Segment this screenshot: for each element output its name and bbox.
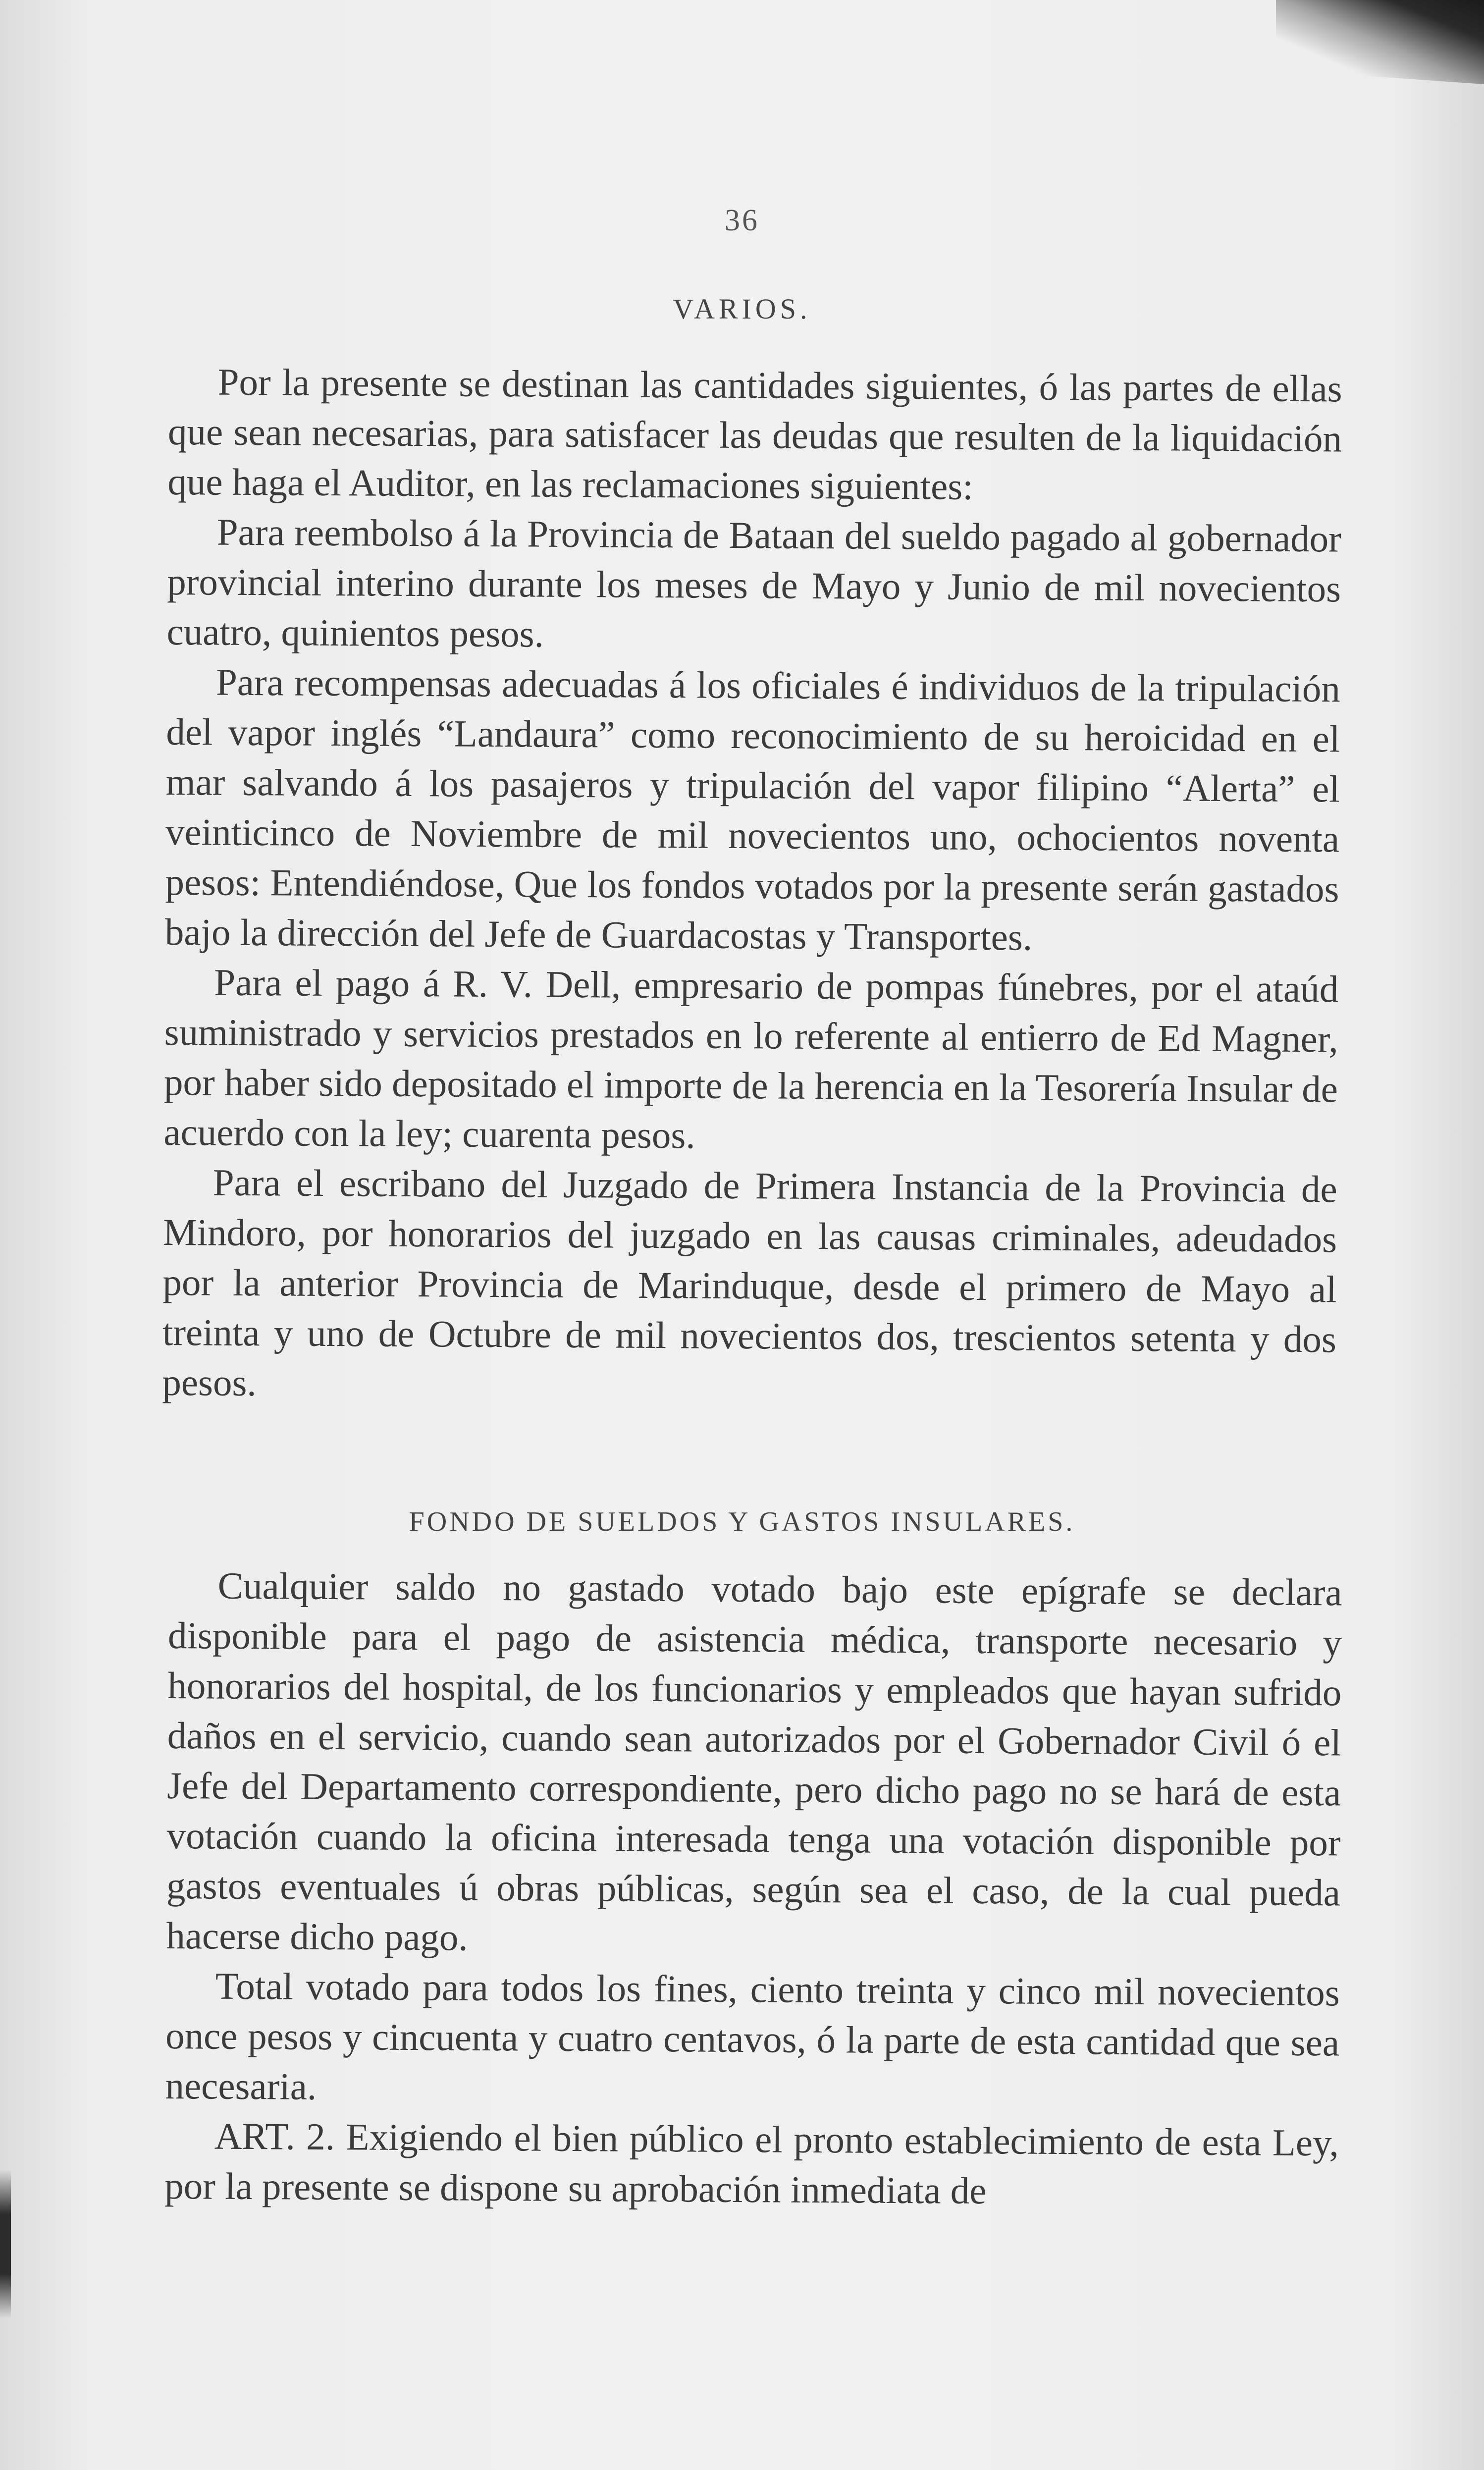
paragraph: Por la presente se destinan las cantidades siguientes, ó las partes de ellas que sean necesarias, para satisfacer las deudas que resulten de la liquidación que haga el Auditor, en las reclamaciones siguientes: — [167, 360, 1342, 508]
paragraph: Para el escribano del Juzgado de Primera Instancia de la Provincia de Mindoro, por honorarios del juzgado en las causas criminales, adeudados por la anterior Provincia de Marinduque, desde el primero de Mayo al treinta y uno de Octubre de mil novecientos dos, trescientos setenta y dos pesos. — [162, 1161, 1338, 1404]
paragraph: Cualquier saldo no gastado votado bajo este epígrafe se declara disponible para el pago de asistencia médica, transporte necesario y honorarios del hospital, de los funcionarios y empleados que hayan sufrido daños en el servicio, cuando sean autorizados por el Gobernador Civil ó el Jefe del Departamento correspondiente, pero dicho pago no se hará de esta votación cuando la oficina interesada tenga una votación disponible por gastos eventuales ú obras públicas, según sea el caso, de la cual pueda hacerse dicho pago. — [166, 1564, 1342, 1959]
paragraph: Para el pago á R. V. Dell, empresario de pompas fúnebres, por el ataúd suministrado y servicios prestados en lo referente al entierro de Ed Magner, por haber sido depositado el importe de la herencia en la Tesorería Insular de acuerdo con la ley; cuarenta pesos. — [163, 961, 1339, 1157]
section-body-varios — [162, 357, 1342, 1414]
paragraph: Para reembolso á la Provincia de Bataan del sueldo pagado al gobernador provincial interino durante los meses de Mayo y Junio de mil novecientos cuatro, quinientos pesos. — [166, 510, 1342, 655]
paragraph: ART. 2. Exigiendo el bien público el pronto establecimiento de esta Ley, por la presente se dispone su aprobación inmediata de — [164, 2114, 1339, 2212]
paragraph: Para recompensas adecuadas á los oficiales é individuos de la tripulación del vapor inglés “Landaura” como reconocimiento de su heroicidad en el mar salvando á los pasajeros y tripulación del vapor filipino “Alerta” el veinticinco de Noviembre de mil novecientos uno, ochocientos noventa pesos: Entendiéndose, Que los fondos votados por la presente serán gastados bajo la dirección del Jefe de Guardacostas y Transportes. — [164, 660, 1341, 959]
paragraph: Total votado para todos los fines, ciento treinta y cinco mil novecientos once pesos y cincuenta y cuatro centavos, ó la parte de esta cantidad que sea necesaria. — [165, 1964, 1340, 2108]
scan-corner-shadow — [1276, 0, 1484, 84]
section-heading-fondo: FONDO DE SUELDOS Y GASTOS INSULARES. — [409, 1506, 1075, 1537]
section-heading-varios: VARIOS. — [673, 293, 811, 325]
scan-edge-mark — [0, 2170, 11, 2318]
section-body-fondo — [164, 1560, 1342, 2218]
page-number: 36 — [725, 204, 759, 237]
